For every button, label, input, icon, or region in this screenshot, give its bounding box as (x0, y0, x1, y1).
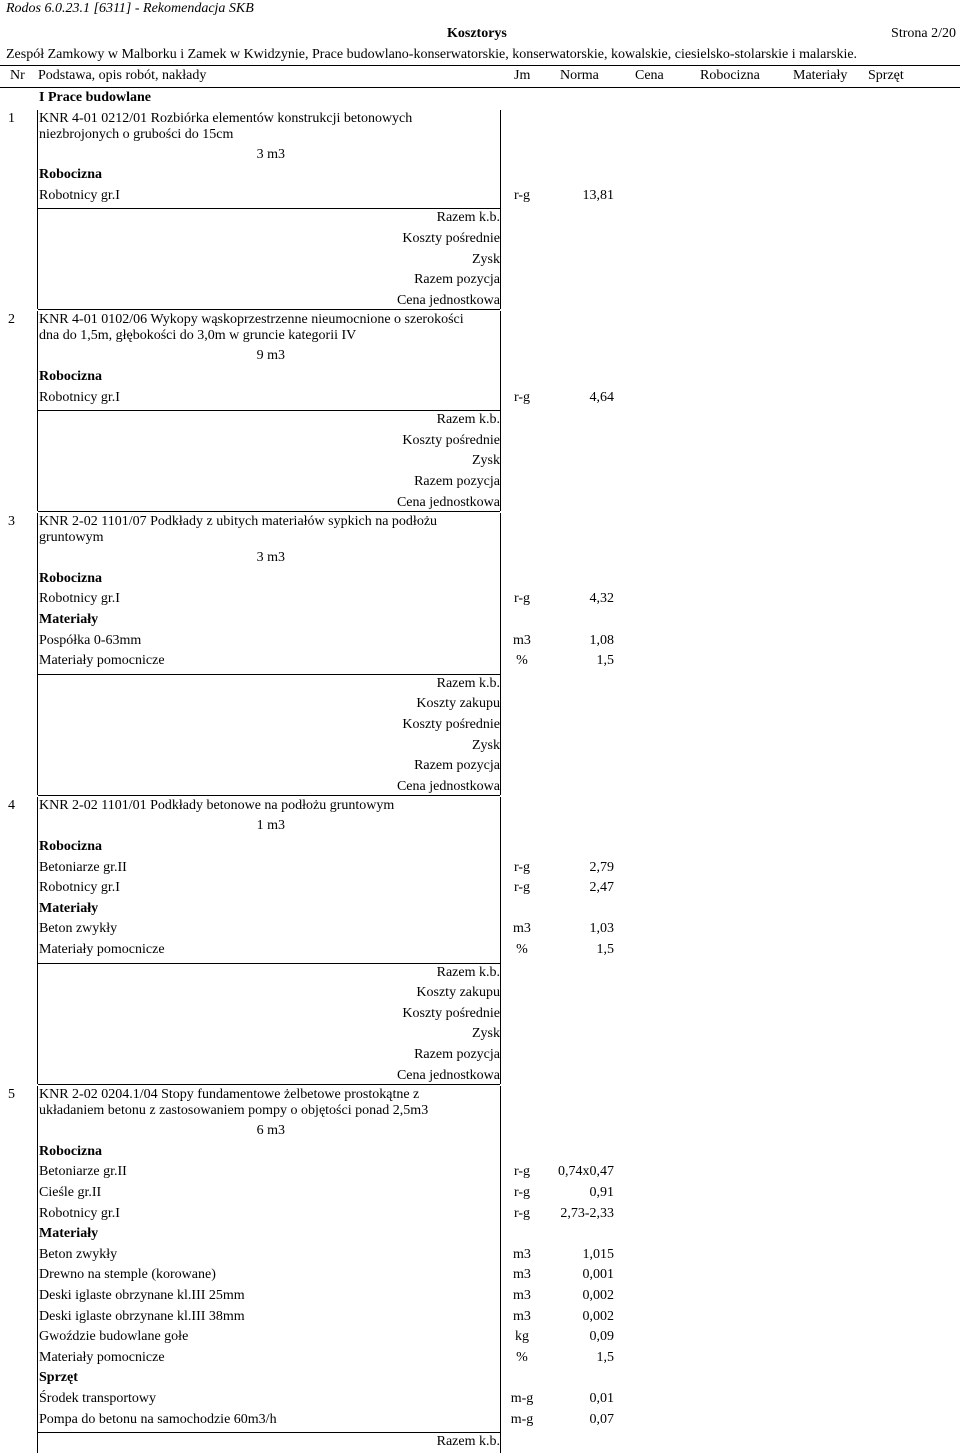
item-quantity: 1 m3 (256, 818, 285, 834)
resource-norm: 1,5 (596, 1349, 614, 1365)
resource-norm: 4,32 (589, 591, 614, 607)
group-label-materialy: Materiały (39, 900, 99, 916)
document-title: Kosztorys (447, 26, 507, 41)
summary-rule (38, 674, 500, 675)
summary-koszty-posrednie: Koszty pośrednie (402, 231, 500, 246)
col-header-sprzet: Sprzęt (868, 68, 904, 83)
item-description-cont: niezbrojonych o grubości do 15cm (39, 126, 234, 142)
resource-norm: 0,09 (589, 1329, 614, 1345)
resource-unit: r-g (513, 880, 531, 896)
resource-norm: 0,002 (582, 1288, 614, 1303)
project-title: Zespół Zamkowy w Malborku i Zamek w Kwidzynie, Prace budowlano-konserwatorskie, konserwatorskie, kowalskie, ciesielsko-stolarskie i malarskie. (6, 47, 858, 62)
item-description: KNR 2-02 1101/07 Podkłady z ubitych materiałów sypkich na podłożu (39, 514, 438, 530)
summary-cena-jednostkowa: Cena jednostkowa (396, 292, 500, 308)
page-number: Strona 2/20 (891, 26, 956, 41)
resource-name: Beton zwykły (39, 1246, 118, 1262)
item-description: KNR 2-02 0204.1/04 Stopy fundamentowe żelbetowe prostokątne z (39, 1087, 420, 1103)
header-bottom-rule (0, 87, 960, 88)
item-description: KNR 2-02 1101/01 Podkłady betonowe na podłożu gruntowym (39, 798, 395, 814)
resource-norm: 0,001 (582, 1267, 614, 1283)
summary-rule (38, 963, 500, 964)
summary-razem-kb: Razem k.b. (436, 412, 500, 428)
resource-unit: m3 (513, 1288, 531, 1303)
resource-norm: 1,015 (582, 1246, 614, 1262)
summary-zysk: Zysk (472, 737, 500, 753)
row-border-left (37, 110, 38, 310)
row-border-mid (500, 797, 501, 1084)
header-top-rule (0, 65, 960, 66)
resource-name: Pompa do betonu na samochodzie 60m3/h (39, 1411, 277, 1427)
resource-name: Robotnicy gr.I (39, 591, 120, 607)
resource-unit: m3 (513, 1267, 531, 1283)
resource-norm: 1,03 (589, 921, 614, 937)
item-number: 5 (8, 1087, 15, 1103)
item-number: 2 (8, 312, 15, 328)
item-description-cont: układaniem betonu z zastosowaniem pompy o objętości ponad 2,5m3 (39, 1103, 429, 1119)
summary-razem-kb: Razem k.b. (436, 675, 500, 691)
summary-koszty-zakupu: Koszty zakupu (416, 696, 500, 712)
resource-norm: 1,5 (596, 942, 614, 957)
summary-razem-pozycja: Razem pozycja (414, 272, 500, 288)
item-number: 1 (8, 110, 15, 126)
row-border-left (37, 797, 38, 1084)
resource-unit: r-g (513, 1185, 531, 1200)
summary-cena-jednostkowa: Cena jednostkowa (396, 778, 500, 794)
col-header-materialy: Materiały (793, 68, 848, 83)
summary-razem-kb: Razem k.b. (436, 1434, 500, 1450)
row-border-mid (500, 311, 501, 511)
resource-name: Deski iglaste obrzynane kl.III 38mm (39, 1308, 245, 1324)
summary-koszty-posrednie: Koszty pośrednie (402, 1005, 500, 1021)
resource-norm: 0,07 (589, 1411, 614, 1427)
resource-norm: 0,91 (589, 1185, 614, 1200)
resource-unit: kg (515, 1329, 529, 1345)
summary-koszty-posrednie: Koszty pośrednie (402, 432, 500, 448)
col-header-cena: Cena (635, 68, 664, 83)
resource-unit: r-g (513, 389, 531, 405)
summary-zysk: Zysk (472, 251, 500, 267)
item-bottom-rule (38, 309, 500, 310)
summary-razem-pozycja: Razem pozycja (414, 758, 500, 774)
resource-name: Środek transportowy (39, 1391, 157, 1406)
summary-zysk: Zysk (472, 453, 500, 469)
resource-unit: r-g (513, 859, 531, 875)
summary-zysk: Zysk (472, 1026, 500, 1042)
item-description-cont: gruntowym (39, 530, 104, 546)
item-quantity: 6 m3 (256, 1123, 285, 1139)
resource-norm: 1,5 (596, 653, 614, 669)
resource-norm: 0,01 (589, 1391, 614, 1406)
summary-rule (38, 208, 500, 209)
resource-norm: 2,73-2,33 (560, 1205, 614, 1221)
resource-norm: 0,74x0,47 (558, 1164, 614, 1180)
resource-name: Beton zwykły (39, 921, 118, 937)
resource-unit: % (516, 653, 528, 669)
resource-unit: r-g (513, 1205, 531, 1221)
section-title: I Prace budowlane (39, 90, 151, 105)
group-label-robocizna: Robocizna (39, 570, 102, 586)
resource-unit: % (516, 1349, 528, 1365)
resource-name: Betoniarze gr.II (39, 1164, 127, 1180)
row-border-mid (500, 110, 501, 310)
resource-name: Cieśle gr.II (39, 1185, 102, 1200)
item-bottom-rule (38, 795, 500, 796)
item-description: KNR 4-01 0212/01 Rozbiórka elementów konstrukcji betonowych (39, 110, 413, 126)
resource-norm: 2,79 (589, 859, 614, 875)
row-border-mid (500, 513, 501, 795)
resource-norm: 1,08 (589, 632, 614, 648)
resource-name: Robotnicy gr.I (39, 880, 120, 896)
resource-norm: 4,64 (589, 389, 614, 405)
item-number: 4 (8, 798, 15, 814)
resource-unit: m-g (510, 1411, 534, 1427)
row-border-mid (500, 1086, 501, 1453)
col-header-jm: Jm (514, 68, 531, 83)
col-header-opis: Podstawa, opis robót, nakłady (38, 68, 207, 83)
resource-norm: 2,47 (589, 880, 614, 896)
col-header-norma: Norma (560, 68, 599, 83)
group-label-robocizna: Robocizna (39, 369, 102, 384)
group-label-robocizna: Robocizna (39, 839, 102, 854)
resource-unit: r-g (513, 1164, 531, 1180)
summary-cena-jednostkowa: Cena jednostkowa (396, 494, 500, 510)
item-quantity: 3 m3 (256, 146, 285, 162)
resource-name: Robotnicy gr.I (39, 187, 120, 203)
resource-unit: r-g (513, 591, 531, 607)
resource-unit: % (516, 942, 528, 957)
resource-unit: m3 (513, 1246, 531, 1262)
row-border-left (37, 311, 38, 511)
group-label-robocizna: Robocizna (39, 1143, 102, 1159)
item-description-cont: dna do 1,5m, głębokości do 3,0m w gruncie kategorii IV (39, 328, 357, 344)
item-bottom-rule (38, 1084, 500, 1085)
item-quantity: 9 m3 (256, 348, 285, 364)
group-label-materialy: Materiały (39, 612, 99, 627)
summary-koszty-zakupu: Koszty zakupu (416, 985, 500, 1001)
row-border-left (37, 513, 38, 795)
col-header-robocizna: Robocizna (700, 68, 760, 83)
summary-razem-kb: Razem k.b. (436, 964, 500, 980)
resource-name: Materiały pomocnicze (39, 942, 165, 957)
group-label-sprzet: Sprzęt (39, 1370, 78, 1386)
resource-unit: r-g (513, 187, 531, 203)
resource-name: Materiały pomocnicze (39, 653, 165, 669)
item-number: 3 (8, 514, 15, 530)
group-label-robocizna: Robocizna (39, 167, 102, 183)
summary-koszty-posrednie: Koszty pośrednie (402, 717, 500, 732)
resource-norm: 0,002 (582, 1308, 614, 1324)
summary-razem-pozycja: Razem pozycja (414, 1047, 500, 1062)
summary-cena-jednostkowa: Cena jednostkowa (396, 1067, 500, 1083)
resource-unit: m3 (513, 921, 531, 937)
resource-name: Deski iglaste obrzynane kl.III 25mm (39, 1288, 245, 1303)
resource-name: Drewno na stemple (korowane) (39, 1267, 216, 1283)
group-label-materialy: Materiały (39, 1226, 99, 1242)
program-name: Rodos 6.0.23.1 [6311] - Rekomendacja SKB (6, 1, 254, 16)
resource-norm: 13,81 (582, 187, 614, 203)
summary-rule (38, 1432, 500, 1433)
resource-unit: m-g (510, 1391, 534, 1406)
resource-name: Betoniarze gr.II (39, 859, 127, 875)
resource-name: Gwoździe budowlane gołe (39, 1329, 189, 1345)
item-quantity: 3 m3 (256, 550, 285, 566)
resource-unit: m3 (513, 632, 531, 648)
resource-name: Materiały pomocnicze (39, 1349, 165, 1365)
resource-name: Pospółka 0-63mm (39, 632, 142, 648)
resource-name: Robotnicy gr.I (39, 389, 120, 405)
item-description: KNR 4-01 0102/06 Wykopy wąskoprzestrzenne nieumocnione o szerokości (39, 312, 464, 328)
summary-razem-pozycja: Razem pozycja (414, 474, 500, 489)
summary-rule (38, 410, 500, 411)
row-border-left (37, 1086, 38, 1453)
resource-unit: m3 (513, 1308, 531, 1324)
item-bottom-rule (38, 511, 500, 512)
resource-name: Robotnicy gr.I (39, 1205, 120, 1221)
col-header-nr: Nr (10, 68, 25, 83)
summary-razem-kb: Razem k.b. (436, 210, 500, 226)
